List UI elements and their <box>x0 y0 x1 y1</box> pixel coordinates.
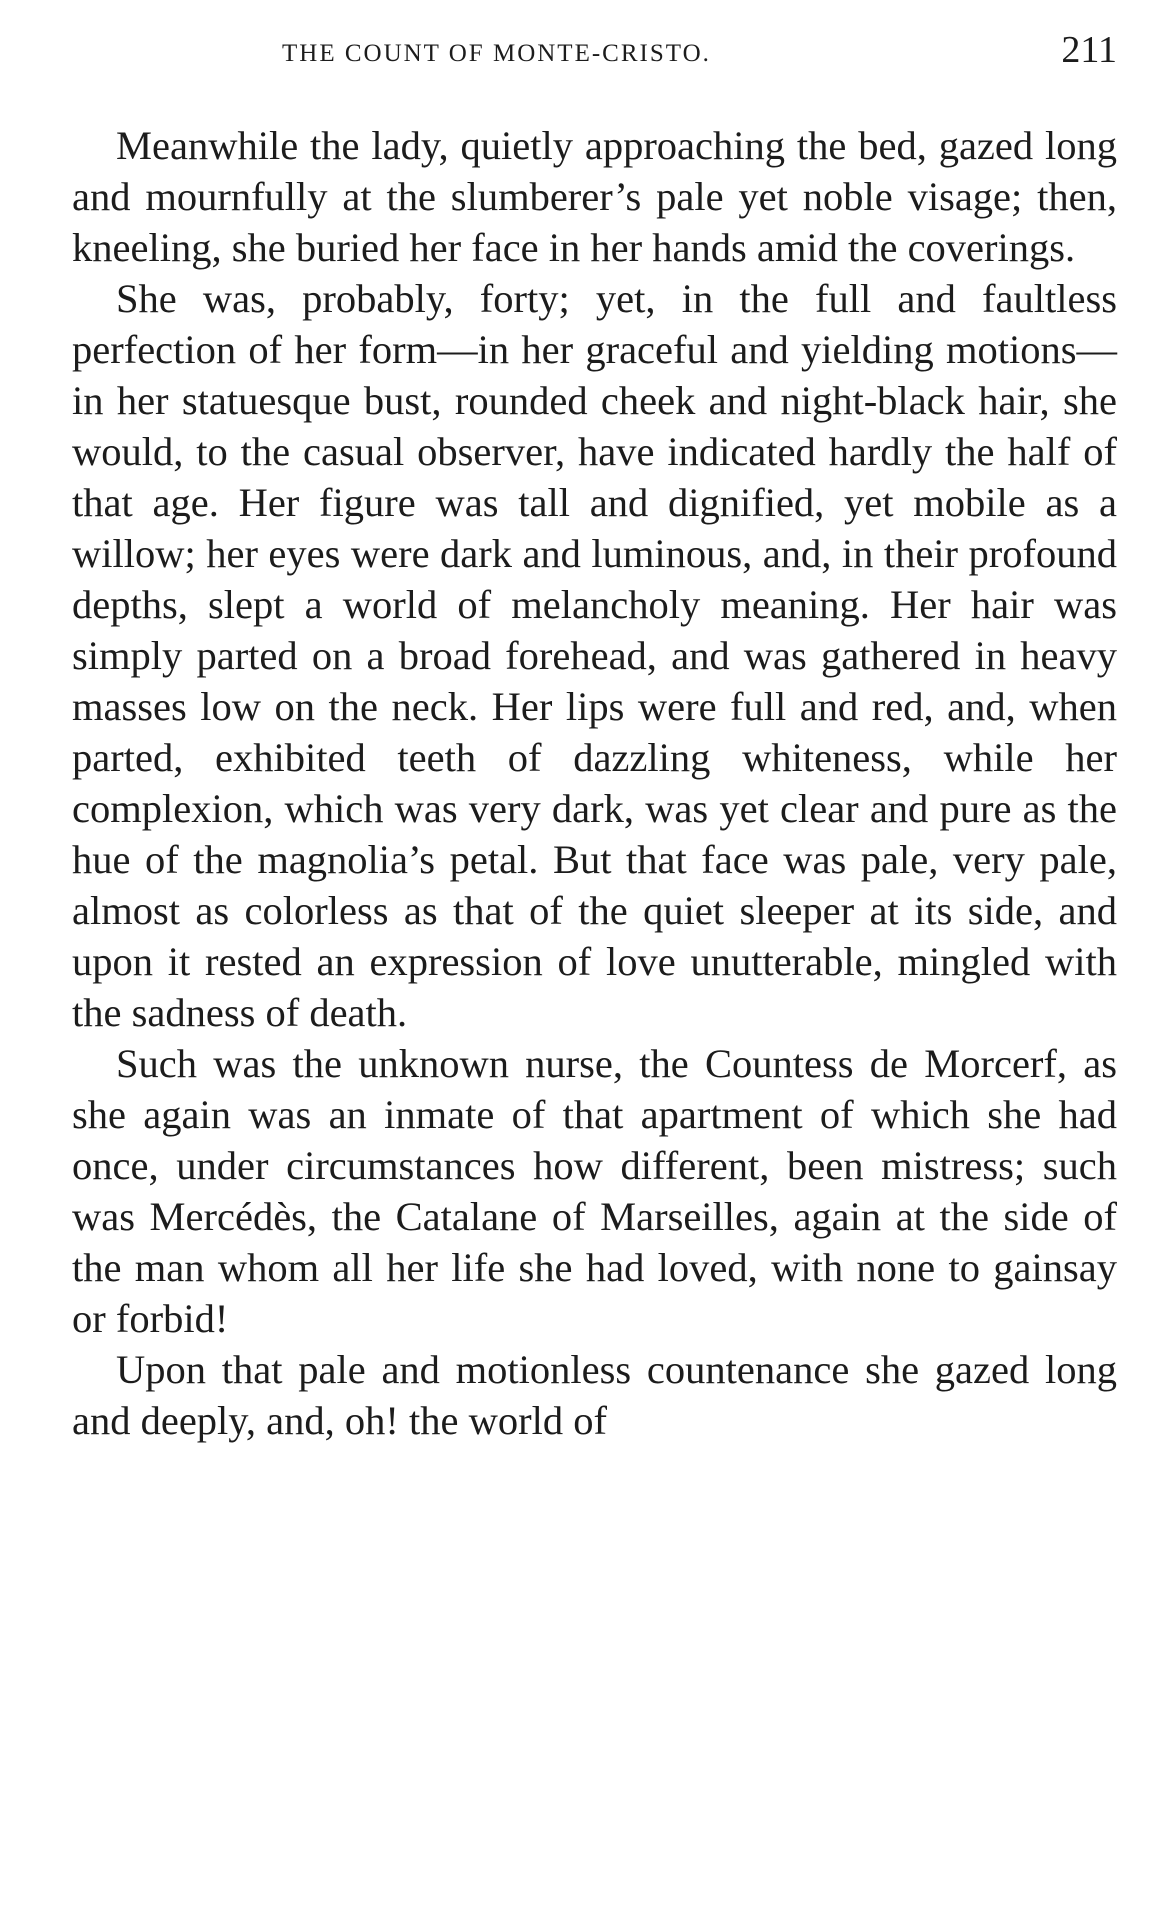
paragraph: She was, probably, forty; yet, in the full and faultless perfection of her form—in her graceful and yielding motions—in her statuesque bust, rounded cheek and night-black hair, she would, to the casual observer, have indicated hardly the half of that age. Her figure was tall and dignified, yet mobile as a willow; her eyes were dark and luminous, and, in their profound depths, slept a world of melancholy meaning. Her hair was simply parted on a broad forehead, and was gathered in heavy masses low on the neck. Her lips were full and red, and, when parted, exhibited teeth of dazzling whiteness, while her complexion, which was very dark, was yet clear and pure as the hue of the magnolia’s petal. But that face was pale, very pale, almost as colorless as that of the quiet sleeper at its side, and upon it rested an expression of love unutterable, mingled with the sadness of death. <box>72 276 1117 1035</box>
running-title: THE COUNT OF MONTE-CRISTO. <box>282 40 711 67</box>
paragraph: Upon that pale and motionless countenance she gazed long and deeply, and, oh! the world of <box>72 1347 1117 1443</box>
paragraph: Such was the unknown nurse, the Countess de Morcerf, as she again was an inmate of that apartment of which she had once, under circumstances how different, been mistress; such was Mercédès, the Catalane of Marseilles, again at the side of the man whom all her life she had loved, with none to gainsay or forbid! <box>72 1041 1117 1341</box>
body-text <box>72 120 1117 1446</box>
page-number: 211 <box>1061 29 1117 71</box>
running-header <box>72 28 1117 78</box>
paragraph: Meanwhile the lady, quietly approaching the bed, gazed long and mournfully at the slumberer’s pale yet noble visage; then, kneeling, she buried her face in her hands amid the coverings. <box>72 123 1117 270</box>
